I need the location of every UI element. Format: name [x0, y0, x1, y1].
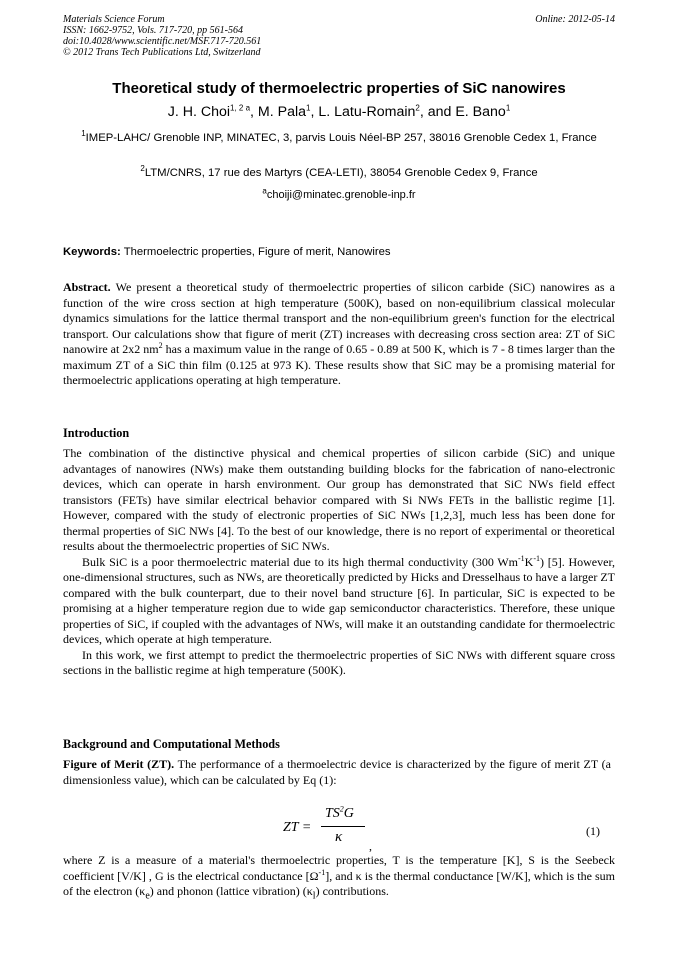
abstract	[63, 280, 615, 389]
intro-paragraph-3: In this work, we first attempt to predict the thermoelectric properties of SiC NWs with different square cross sections in the ballistic regime at high temperature (500K).	[63, 647, 615, 677]
explanation-text: ], and κ is the thermal conductance [W/K], which is the sum of the electron (κ	[63, 868, 615, 898]
background-heading: Background and Computational Methods	[63, 737, 280, 751]
keywords	[63, 245, 615, 260]
intro-superscript: -1	[533, 553, 541, 563]
abstract-superscript: 2	[158, 341, 163, 350]
equation-comma: ,	[369, 839, 372, 853]
equation-g: G	[343, 806, 354, 821]
equation-superscript: 2	[339, 804, 344, 814]
author-name: J. H. Choi	[167, 104, 231, 120]
copyright-line: © 2012 Trans Tech Publications Ltd, Switzerland	[63, 47, 261, 58]
fraction-bar	[321, 826, 365, 827]
fom-label: Figure of Merit (ZT).	[63, 757, 175, 771]
author-name: E. Bano	[455, 104, 506, 120]
affiliation-mark: 2	[140, 164, 145, 174]
journal-name: Materials Science Forum	[63, 14, 165, 25]
author-list: J. H. Choi$^{1, 2 a}$, M. Pala$^1$, L. Latu-Romain$^2$, and E. Bano$^1$	[167, 103, 511, 120]
affiliation-1	[70, 131, 608, 146]
abstract-label: Abstract.	[63, 280, 111, 294]
equation-lhs: ZT =	[283, 820, 312, 835]
fom-text: The performance of a thermoelectric device is characterized by the figure of merit ZT (a dimensionless value), which can be calculated by Eq (1):	[63, 757, 612, 787]
author-name: L. Latu-Romain	[318, 104, 416, 120]
explanation-text: where Z is a measure of a material's thermoelectric properties, T is the temperature [K], S is the Seebeck coefficient [V/K] , G is the electrical conductance [Ω	[63, 853, 615, 883]
keywords-text: Thermoelectric properties, Figure of merit, Nanowires	[120, 246, 391, 258]
author-conjunction: , and	[419, 104, 456, 120]
explanation-subscript: e	[145, 890, 150, 902]
author-affil-mark: 1	[306, 103, 311, 113]
introduction-heading: Introduction	[63, 426, 130, 440]
intro-text: K	[524, 554, 534, 569]
email-address: choiji@minatec.grenoble-inp.fr	[266, 189, 416, 201]
online-date: Online: 2012-05-14	[535, 14, 615, 25]
intro-text: Bulk SiC is a poor thermoelectric material due to its high thermal conductivity (300 Wm	[82, 554, 518, 569]
abstract-text: We present a theoretical study of thermoelectric properties of silicon carbide (SiC) nanowires as a function of the wire cross section at high temperature (500K), based on non-equilibrium classical molecular dynamics simulations for the lattice thermal transport and the non-equilibrium green's function for the electrical transport. Our calculations show that figure of merit (ZT) increases with decreasing cross section area: ZT of SiC nanowire at 2x2 nm	[63, 280, 615, 356]
introduction-body	[63, 446, 615, 679]
author-affil-mark: 1, 2 a	[230, 103, 251, 113]
intro-paragraph-2	[63, 555, 615, 648]
paper-title: Theoretical study of thermoelectric properties of SiC nanowires	[112, 80, 566, 97]
affiliation-text: LTM/CNRS, 17 rue des Martyrs (CEA-LETI), 38054 Grenoble Cedex 9, France	[144, 167, 538, 179]
affiliation-text: IMEP-LAHC/ Grenoble INP, MINATEC, 3, parvis Louis Néel-BP 257, 38016 Grenoble Cedex 1, France	[85, 132, 597, 144]
explanation-text: ) contributions.	[315, 884, 389, 898]
keywords-label: Keywords:	[63, 246, 121, 258]
intro-text: ) [5]. However, one-dimensional structures, such as NWs, are theoretically predicted by Hicks and Dresselhaus to have a larger ZT compared with the bulk counterpart, due to their novel band structure [6]. In particular, SiC is expected to be promising at a higher temperature region due to wide gap semiconductor characteristics. Therefore, these unique properties of SiC, if coupled with the advantages of NWs, will make it an outstanding candidate for thermoelectric devices, which operate at high temperature.	[63, 554, 615, 646]
author-affil-mark: 2	[415, 103, 420, 113]
explanation-superscript: -1	[318, 867, 326, 877]
corresponding-email	[0, 188, 678, 203]
explanation-subscript: l	[312, 890, 316, 902]
equation-explanation	[63, 853, 615, 904]
affiliation-2	[0, 166, 678, 181]
intro-superscript: -1	[518, 553, 525, 563]
journal-header	[63, 14, 615, 58]
equation-number: (1)	[586, 824, 600, 838]
equation-ts: TS	[325, 806, 340, 821]
author-name: M. Pala	[257, 104, 307, 120]
issn-line: ISSN: 1662-9752, Vols. 717-720, pp 561-564	[63, 25, 243, 36]
author-affil-mark: 1	[505, 103, 511, 113]
abstract-text: has a maximum value in the range of 0.65 - 0.89 at 500 K, which is 7 - 8 times larger than the maximum ZT of a SiC thin film (0.125 at 973 K). These results show that SiC may be a promising material for thermoelectric applications operating at high temperature.	[63, 342, 615, 387]
affiliation-mark: 1	[81, 129, 86, 139]
equation-denominator: κ	[335, 829, 343, 845]
figure-of-merit-paragraph	[63, 757, 611, 788]
equation-numerator	[325, 806, 354, 822]
intro-paragraph-1: The combination of the distinctive physical and chemical properties of silicon carbide (SiC) and unique advantages of nanowires (NWs) make them outstanding building blocks for the fabrication of nano-electronic devices, which can operate in harsh environment. Our group has demonstrated that SiC NWs field effect transistors (FETs) have similar electrical behavior compared with Si NWs FETs in the ballistic regime [1]. However, compared with the study of electronic properties of SiC NWs [1,2,3], much less has been done for thermal properties of SiC NWs [4]. To the best of our knowledge, there is no report of experimental or theoretical results about the thermoelectric properties of SiC NWs.	[63, 446, 615, 553]
doi-line: doi:10.4028/www.scientific.net/MSF.717-720.561	[63, 36, 262, 47]
explanation-text: ) and phonon (lattice vibration) (κ	[149, 884, 313, 898]
equation-1	[283, 803, 373, 855]
email-mark: a	[262, 186, 267, 196]
